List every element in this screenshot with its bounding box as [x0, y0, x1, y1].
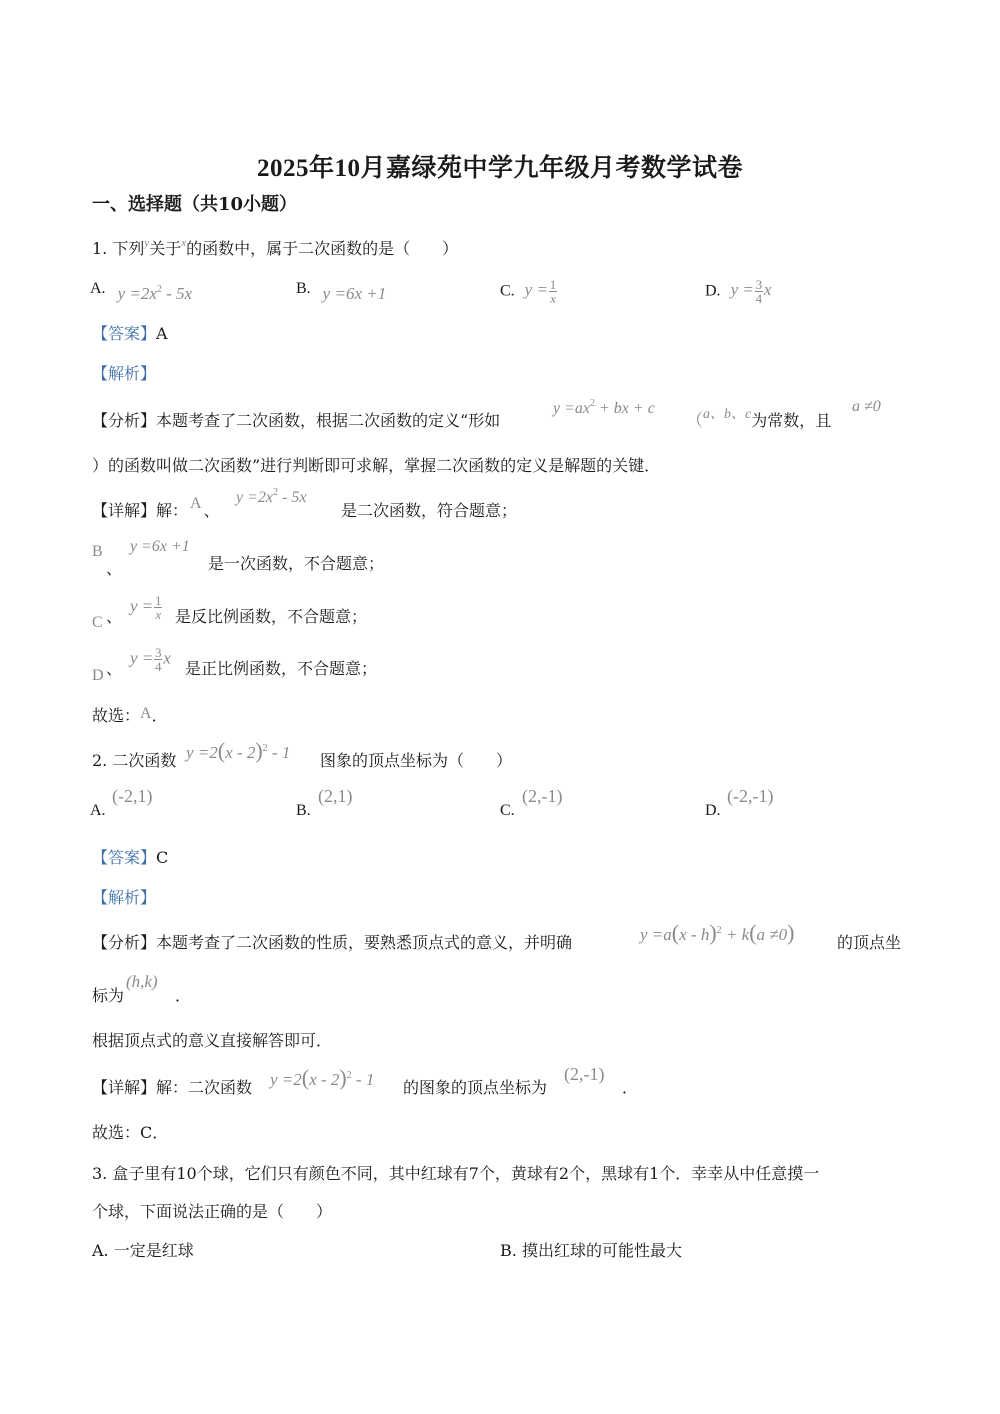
- q2-fenxi: 【分析】本题考查了二次函数的性质，要熟悉顶点式的意义，并明确: [92, 933, 573, 952]
- q1-detail-d-expr: y = $\frac{3}{4}$ x: [130, 645, 171, 674]
- q2-jiexi-label: 【解析】: [92, 888, 157, 907]
- option-label: A.: [90, 280, 106, 297]
- q2-xiangjie-vertex: (2,-1): [564, 1064, 605, 1084]
- q1-detail-b-sep: 、: [106, 559, 123, 578]
- q1-var-y: y: [144, 237, 150, 249]
- q1-fenxi: [92, 410, 500, 432]
- q2-xiangjie-text2: 的图象的顶点坐标为: [403, 1078, 548, 1097]
- q1-option-d: [705, 278, 771, 305]
- q1-option-c: [500, 278, 558, 305]
- q2-fenxi-end: ．: [175, 986, 192, 1005]
- q1-option-a: [90, 278, 193, 303]
- q1-detail-a-text: 是二次函数，符合题意；: [341, 501, 518, 520]
- q1-detail-c-text: 是反比例函数，不合题意；: [175, 607, 368, 626]
- q1-stem-suffix: 的函数中，属于二次函数的是（ ）: [186, 239, 459, 258]
- q2-fenxi-vertex: (h,k): [126, 972, 158, 991]
- q3-stem-line2: 个球，下面说法正确的是（ ）: [92, 1202, 333, 1221]
- q1-xiangjie: 【详解】解： A 、: [92, 495, 220, 520]
- option-label: C.: [500, 282, 515, 300]
- q2-fenxi-text4: 根据顶点式的意义直接解答即可．: [92, 1031, 333, 1050]
- section-heading: 一、选择题（共10小题）: [92, 194, 298, 215]
- q2-answer: [92, 847, 168, 869]
- q3-option-b: B. 摸出红球的可能性最大: [500, 1241, 682, 1260]
- q1-stem-mid: 关于: [149, 239, 182, 258]
- q2-option-c-value: (2,-1): [522, 786, 563, 806]
- q2-option-a-value: (-2,1): [112, 786, 153, 806]
- q2-stem-prefix: 2. 二次函数: [92, 751, 177, 770]
- q2-xiangjie-end: ．: [622, 1078, 639, 1097]
- fenxi-text: 本题考查了二次函数，根据二次函数的定义“形如: [156, 411, 501, 430]
- q1-fenxi-expr: $y =ax^2$ + bx + c: [553, 398, 655, 417]
- q2-option-b-value: (2,1): [318, 786, 353, 806]
- q2-choose: 故选：C．: [92, 1123, 169, 1142]
- q1-var-x: x: [181, 237, 187, 249]
- q2-option-a: A.: [90, 802, 106, 819]
- q3-stem-line1: 3. 盒子里有10个球，它们只有颜色不同，其中红球有7个，黄球有2个，黑球有1个．幸幸从中任意摸一: [92, 1164, 820, 1183]
- q1-detail-b-expr: y =6x +1: [130, 538, 190, 555]
- q2-stem-expr: y =2(x - 2)$^2$ - 1: [186, 738, 291, 763]
- option-label: D.: [705, 282, 721, 300]
- q2-xiangjie-expr: y =2(x - 2)$^2$ - 1: [270, 1065, 375, 1090]
- fenxi-label: 【分析】: [92, 411, 157, 430]
- answer-value: C: [156, 848, 169, 867]
- q1-fenxi-cond: a ≠0: [852, 398, 881, 415]
- answer-value: A: [156, 324, 168, 343]
- q1-detail-d-letter: D: [92, 667, 104, 684]
- q1-detail-b-letter: B: [92, 543, 103, 560]
- q1-jiexi-label: 【解析】: [92, 364, 157, 383]
- answer-label: 【答案】: [92, 324, 157, 343]
- q1-detail-a-expr: $y =2x^2 - 5x$: [236, 487, 307, 506]
- q1-stem: [92, 232, 458, 260]
- document-title: 2025年10月嘉绿苑中学九年级月考数学试卷: [256, 155, 743, 182]
- option-expr: y =6x +1: [322, 284, 387, 303]
- q1-detail-b-text: 是一次函数，不合题意；: [208, 554, 385, 573]
- option-expr: y = $\frac{3}{4}$ x: [730, 277, 772, 306]
- q1-answer: [92, 323, 168, 345]
- option-expr: y = $\frac{1}{x}$: [524, 277, 557, 306]
- q2-xiangjie: 【详解】解：二次函数: [92, 1078, 253, 1097]
- q2-fenxi-expr: y =a(x - h)$^2$ + k(a ≠0): [640, 920, 795, 945]
- q1-detail-d-sep: 、: [106, 659, 123, 678]
- q2-fenxi-text3: 标为: [92, 986, 125, 1005]
- option-expr: $y =2x^2 - 5x$: [117, 284, 193, 303]
- q2-stem-suffix: 图象的顶点坐标为（ ）: [320, 751, 513, 770]
- q2-option-d: D.: [705, 802, 721, 819]
- q1-fenxi-cont: ）的函数叫做二次函数”进行判断即可求解，掌握二次函数的定义是解题的关键．: [92, 456, 661, 475]
- option-label: B.: [296, 280, 311, 297]
- q1-option-b: [296, 278, 387, 303]
- xiangjie-label: 【详解】: [92, 501, 157, 520]
- q1-stem-prefix: 1. 下列: [92, 239, 145, 258]
- q2-option-d-value: (-2,-1): [727, 786, 774, 806]
- q1-choose: 故选：A．: [92, 705, 168, 725]
- answer-label: 【答案】: [92, 848, 157, 867]
- q1-detail-c-expr: y = $\frac{1}{x}$: [130, 593, 162, 622]
- q2-option-c: C.: [500, 802, 515, 819]
- q2-fenxi-text2: 的顶点坐: [837, 933, 902, 952]
- q1-detail-d-text: 是正比例函数，不合题意；: [185, 659, 378, 678]
- q3-option-a: A. 一定是红球: [92, 1241, 194, 1260]
- q1-fenxi-consts: （a、b、c为常数，且: [686, 407, 832, 430]
- q1-detail-c-sep: 、: [106, 607, 123, 626]
- q1-detail-c-letter: C: [92, 614, 103, 631]
- q2-option-b: B.: [296, 802, 311, 819]
